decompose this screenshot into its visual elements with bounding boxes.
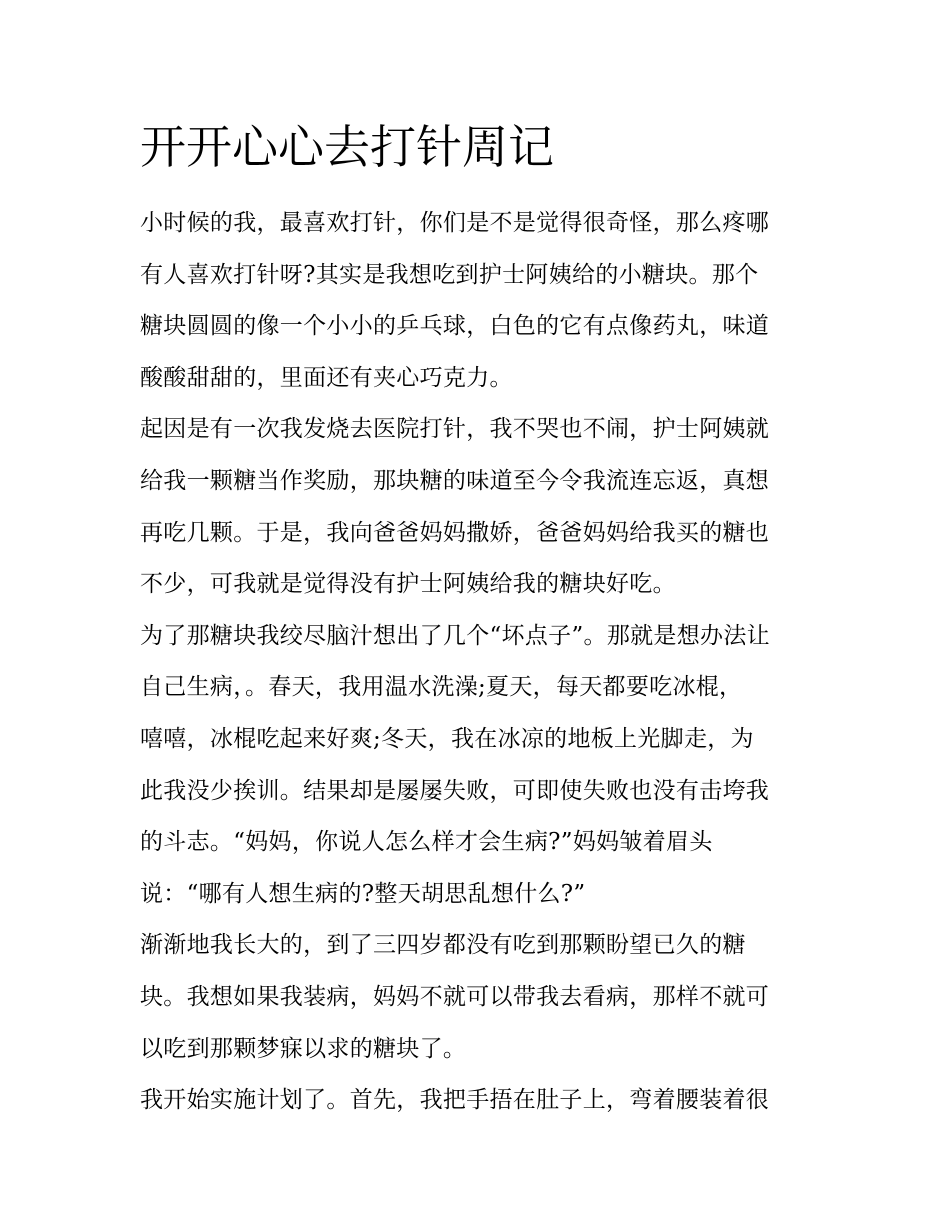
text-line: 说：“哪有人想生病的?整天胡思乱想什么?” — [140, 880, 586, 907]
text-line: 自己生病，。春天，我用温水洗澡;夏天，每天都要吃冰棍， — [140, 674, 743, 701]
text-line: 此我没少挨训。结果却是屡屡失败，可即使失败也没有击垮我 — [140, 777, 770, 804]
document-title: 开开心心去打针周记 — [140, 120, 554, 174]
text-line: 的斗志。“妈妈，你说人怎么样才会生病?”妈妈皱着眉头 — [140, 829, 713, 856]
text-line: 嘻嘻，冰棍吃起来好爽;冬天，我在冰凉的地板上光脚走，为 — [140, 725, 754, 752]
text-line: 渐渐地我长大的，到了三四岁都没有吃到那颗盼望已久的糖 — [140, 932, 746, 959]
text-line: 小时候的我，最喜欢打针，你们是不是觉得很奇怪，那么疼哪 — [140, 210, 770, 236]
text-line: 以吃到那颗梦寐以求的糖块了。 — [140, 1035, 467, 1062]
text-line: 有人喜欢打针呀?其实是我想吃到护士阿姨给的小糖块。那个 — [140, 261, 759, 288]
document-body — [140, 198, 820, 1127]
text-line: 块。我想如果我装病，妈妈不就可以带我去看病，那样不就可 — [140, 983, 770, 1010]
text-line: 我开始实施计划了。首先，我把手捂在肚子上，弯着腰装着很 — [140, 1087, 770, 1114]
text-line: 再吃几颗。于是，我向爸爸妈妈撒娇，爸爸妈妈给我买的糖也 — [140, 519, 770, 546]
text-line: 为了那糖块我绞尽脑汁想出了几个“坏点子”。那就是想办法让 — [140, 622, 770, 649]
text-line: 不少，可我就是觉得没有护士阿姨给我的糖块好吃。 — [140, 571, 676, 598]
text-line: 起因是有一次我发烧去医院打针，我不哭也不闹，护士阿姨就 — [140, 416, 770, 443]
text-line: 酸酸甜甜的，里面还有夹心巧克力。 — [140, 364, 513, 391]
text-line: 给我一颗糖当作奖励，那块糖的味道至今令我流连忘返，真想 — [140, 467, 770, 494]
text-line: 糖块圆圆的像一个小小的乒乓球，白色的它有点像药丸，味道 — [140, 313, 770, 340]
